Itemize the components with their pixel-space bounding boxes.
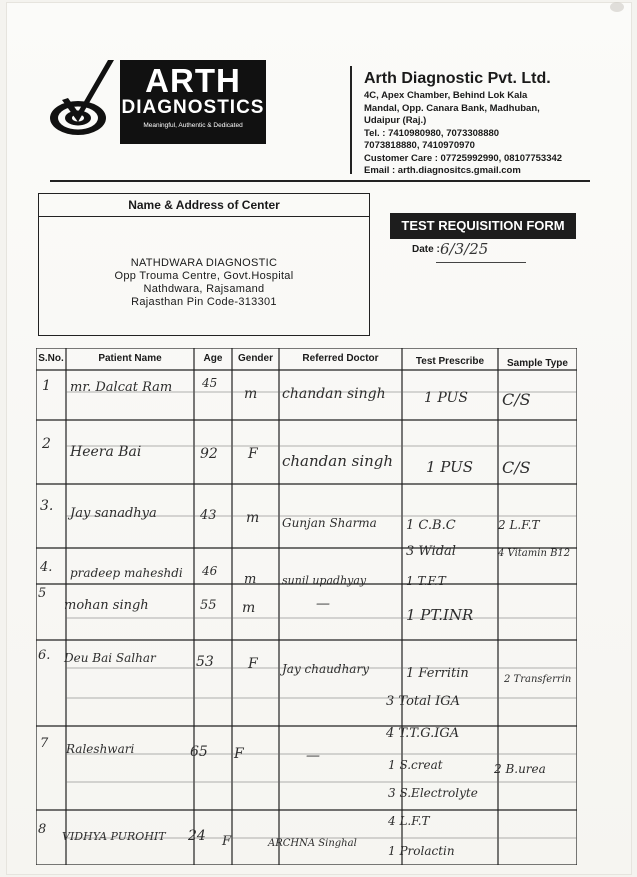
row-4-doctor: sunil upadhyay: [282, 574, 367, 587]
header-rule: [50, 180, 590, 182]
row-5-doctor: —: [316, 596, 330, 612]
row-4-name: pradeep maheshdi: [70, 566, 183, 580]
company-logo: [120, 60, 266, 144]
center-line: Opp Trouma Centre, Govt.Hospital: [114, 270, 294, 282]
company-name: Arth Diagnostic Pvt. Ltd.: [364, 70, 551, 87]
date-value: 6/3/25: [440, 240, 489, 258]
center-name: NATHDWARA DIAGNOSTIC: [130, 257, 278, 269]
company-details: [364, 68, 614, 178]
row-2-doctor: chandan singh: [282, 452, 394, 470]
header-sno: S.No.: [38, 353, 64, 364]
row-3-doctor: Gunjan Sharma: [282, 516, 377, 530]
row-2-sno: 2: [42, 436, 51, 452]
row-6-name: Deu Bai Salhar: [64, 651, 156, 665]
patient-table: [36, 348, 577, 865]
row-3-sno: 3.: [40, 498, 54, 514]
row-7-age: 65: [190, 744, 208, 760]
row-7-test-4: 4 L.F.T: [388, 814, 430, 828]
header-age: Age: [203, 353, 223, 364]
row-1-name: mr. Dalcat Ram: [70, 380, 173, 395]
row-7-test-2: 2 B.urea: [494, 762, 546, 776]
header-sample-type: Sample Type: [507, 358, 568, 369]
address-line: Udaipur (Raj.): [364, 115, 427, 126]
telephone-line: 7073818880, 7410970970: [364, 140, 475, 151]
row-6-gender: F: [248, 656, 258, 672]
row-2-test: 1 PUS: [426, 458, 474, 476]
paper-stain: [610, 2, 624, 12]
center-address-box: [38, 193, 370, 336]
center-line: Rajasthan Pin Code-313301: [131, 296, 277, 308]
row-5-name: mohan singh: [64, 598, 149, 613]
row-3-test-1: 1 C.B.C: [406, 518, 456, 533]
row-5-age: 55: [200, 598, 217, 613]
telephone-line: Tel. : 7410980980, 7073308880: [364, 127, 500, 139]
row-3-gender: m: [246, 510, 260, 526]
logo-main-text: ARTH: [145, 62, 241, 99]
row-6-test-4: 4 T.T.G.IGA: [386, 726, 460, 741]
header-divider: [350, 66, 352, 174]
row-4-age: 46: [202, 564, 218, 578]
row-6-doctor: Jay chaudhary: [282, 662, 369, 676]
row-7-test-3: 3 S.Electrolyte: [388, 786, 478, 800]
row-3-name: Jay sanadhya: [70, 506, 157, 521]
row-8-age: 24: [188, 828, 206, 844]
row-6-test-1: 1 Ferritin: [406, 666, 469, 681]
row-8-doctor: ARCHNA Singhal: [268, 838, 357, 849]
center-line: Nathdwara, Rajsamand: [143, 283, 265, 295]
row-2-name: Heera Bai: [70, 444, 142, 460]
date-underline: [436, 262, 526, 263]
row-2-age: 92: [200, 446, 218, 462]
row-5-gender: m: [242, 600, 256, 616]
check-target-logo-icon: [48, 58, 118, 142]
row-8-test: 1 Prolactin: [388, 844, 455, 858]
row-4-test: 1 T.F.T: [406, 574, 446, 588]
row-5-sno: 5: [38, 586, 47, 601]
row-8-name: VIDHYA PUROHIT: [62, 830, 166, 843]
email-line: Email : arth.diagnositcs.gmail.com: [364, 165, 521, 176]
row-7-doctor: —: [306, 748, 320, 764]
row-3-test-2: 2 L.F.T: [498, 518, 540, 532]
address-line: Mandal, Opp. Canara Bank, Madhuban,: [364, 102, 540, 114]
row-1-sno: 1: [42, 378, 51, 394]
row-7-test-1: 1 S.creat: [388, 758, 443, 772]
row-6-age: 53: [196, 654, 214, 670]
row-8-gender: F: [222, 834, 232, 849]
row-7-gender: F: [234, 746, 244, 762]
row-1-gender: m: [244, 386, 258, 402]
row-6-test-3: 3 Total IGA: [386, 694, 461, 709]
row-1-sample: C/S: [502, 390, 531, 409]
row-4-sno: 4.: [40, 560, 53, 575]
row-1-test: 1 PUS: [424, 390, 468, 406]
row-7-sno: 7: [40, 736, 49, 751]
row-4-gender: m: [244, 572, 257, 587]
header-gender: Gender: [237, 353, 273, 364]
row-2-sample: C/S: [502, 458, 531, 477]
center-heading: Name & Address of Center: [39, 194, 369, 217]
date-label: Date :: [412, 244, 440, 255]
address-line: 4C, Apex Chamber, Behind Lok Kala: [364, 90, 528, 101]
row-3-test-3: 3 Widal: [406, 544, 456, 559]
row-8-sno: 8: [38, 822, 47, 837]
row-7-name: Raleshwari: [66, 742, 135, 756]
logo-tagline: Meaningful, Authentic & Dedicated: [143, 122, 243, 129]
row-6-test-2: 2 Transferrin: [504, 674, 572, 685]
form-title: TEST REQUISITION FORM: [390, 213, 576, 239]
row-5-test: 1 PT.INR: [406, 606, 474, 624]
row-1-doctor: chandan singh: [282, 386, 386, 402]
row-2-gender: F: [248, 446, 258, 462]
row-6-sno: 6.: [38, 648, 51, 663]
row-1-age: 45: [202, 376, 218, 390]
logo-sub-text: DIAGNOSTICS: [121, 97, 265, 118]
center-address: [39, 257, 369, 309]
header-patient-name: Patient Name: [98, 353, 162, 364]
row-3-age: 43: [200, 508, 217, 523]
header-referred-doctor: Referred Doctor: [302, 353, 379, 364]
customer-care-line: Customer Care : 07725992990, 08107753342: [364, 152, 563, 164]
row-3-test-4: 4 Vitamin B12: [498, 548, 571, 559]
header-test-prescribe: Test Prescribe: [415, 356, 485, 367]
